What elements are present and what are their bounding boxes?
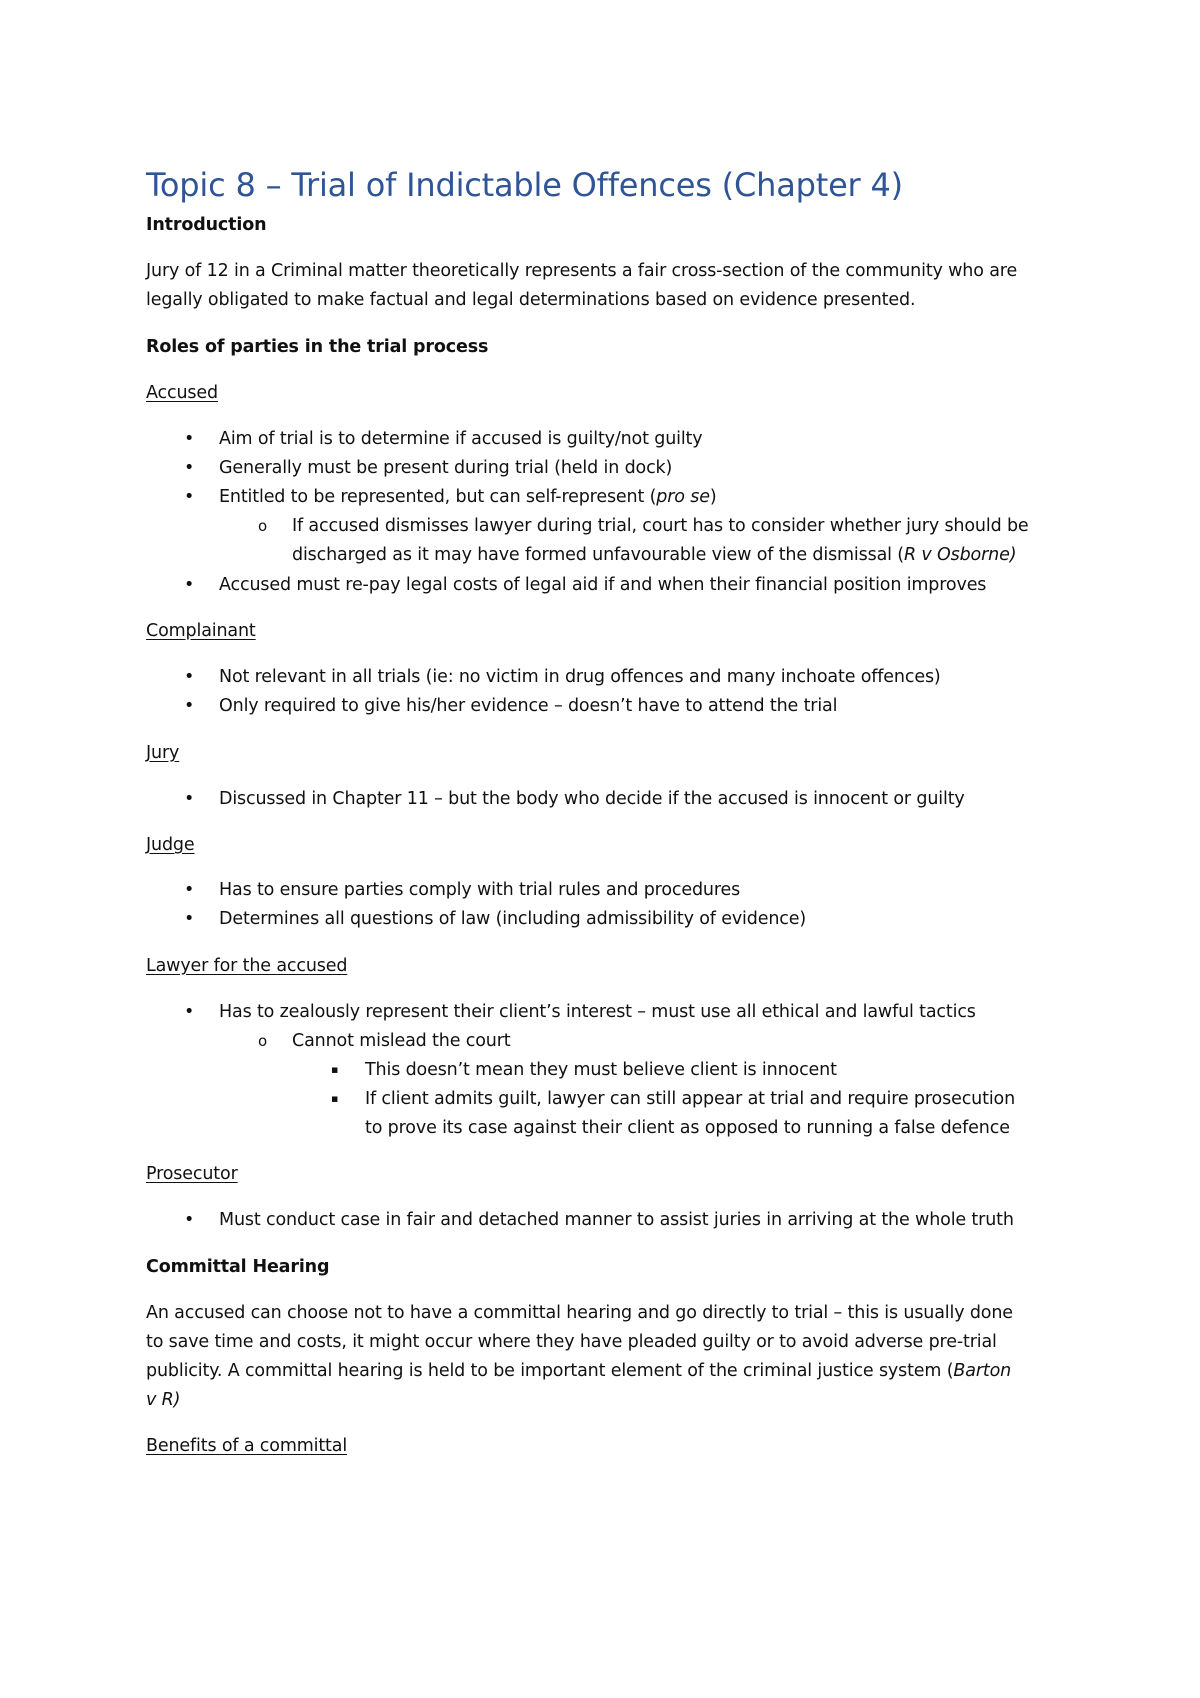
jury-heading: Jury	[146, 743, 180, 763]
complainant-bullet-2: Only required to give his/her evidence – doesn’t have to attend the trial	[219, 696, 838, 716]
accused-bullet-2: Generally must be present during trial (held in dock)	[219, 458, 673, 478]
introduction-text-line-2: legally obligated to make factual and legal determinations based on evidence presented.	[146, 290, 916, 310]
lawyer-heading: Lawyer for the accused	[146, 956, 348, 976]
accused-bullet-4: Accused must re-pay legal costs of legal aid if and when their financial position improves	[219, 575, 987, 595]
bullet-icon: •	[184, 429, 195, 449]
complainant-heading: Complainant	[146, 621, 256, 641]
committal-text-line-1: An accused can choose not to have a committal hearing and go directly to trial – this is usually done	[146, 1303, 1013, 1323]
benefits-heading: Benefits of a committal	[146, 1436, 348, 1456]
square-bullet-icon: ▪	[331, 1092, 339, 1105]
sub-bullet-icon: o	[258, 517, 268, 535]
bullet-icon: •	[184, 575, 195, 595]
bullet-icon: •	[184, 667, 195, 687]
introduction-heading: Introduction	[146, 215, 267, 235]
accused-bullet-3: Entitled to be represented, but can self-represent (pro se)	[219, 487, 717, 507]
lawyer-sub-sub-bullet-2-line-2: to prove its case against their client as opposed to running a false defence	[365, 1118, 1010, 1138]
judge-heading: Judge	[146, 835, 195, 855]
lawyer-sub-sub-bullet-2-line-1: If client admits guilt, lawyer can still appear at trial and require prosecution	[365, 1089, 1016, 1109]
committal-heading: Committal Hearing	[146, 1257, 330, 1277]
square-bullet-icon: ▪	[331, 1063, 339, 1076]
bullet-icon: •	[184, 487, 195, 507]
bullet-icon: •	[184, 880, 195, 900]
bullet-icon: •	[184, 1210, 195, 1230]
bullet-icon: •	[184, 789, 195, 809]
roles-heading: Roles of parties in the trial process	[146, 337, 489, 357]
introduction-text-line-1: Jury of 12 in a Criminal matter theoretically represents a fair cross-section of the community who are	[146, 261, 1018, 281]
lawyer-sub-sub-bullet-1: This doesn’t mean they must believe client is innocent	[365, 1060, 837, 1080]
committal-text-line-4	[146, 1388, 180, 1412]
prosecutor-bullet-1: Must conduct case in fair and detached manner to assist juries in arriving at the whole truth	[219, 1210, 1014, 1230]
case-citation: pro se	[656, 487, 710, 507]
committal-text-line-2: to save time and costs, it might occur where they have pleaded guilty or to avoid adverse pre-trial	[146, 1332, 997, 1352]
judge-bullet-1: Has to ensure parties comply with trial rules and procedures	[219, 880, 741, 900]
case-citation: v R)	[146, 1390, 181, 1410]
sub-bullet-icon: o	[258, 1032, 268, 1050]
lawyer-bullet-1: Has to zealously represent their client’s interest – must use all ethical and lawful tactics	[219, 1002, 976, 1022]
complainant-bullet-1: Not relevant in all trials (ie: no victim in drug offences and many inchoate offences)	[219, 667, 941, 687]
bullet-icon: •	[184, 1002, 195, 1022]
prosecutor-heading: Prosecutor	[146, 1164, 238, 1184]
committal-text-line-3: publicity. A committal hearing is held to be important element of the criminal justice system (Barton	[146, 1361, 1012, 1381]
accused-bullet-1: Aim of trial is to determine if accused is guilty/not guilty	[219, 429, 703, 449]
accused-heading: Accused	[146, 383, 218, 403]
accused-sub-bullet-line-2: discharged as it may have formed unfavourable view of the dismissal (R v Osborne)	[292, 545, 1017, 565]
bullet-icon: •	[184, 458, 195, 478]
case-citation: Barton	[953, 1361, 1012, 1381]
bullet-icon: •	[184, 696, 195, 716]
bullet-icon: •	[184, 909, 195, 929]
accused-sub-bullet-line-1: If accused dismisses lawyer during trial, court has to consider whether jury should be	[292, 516, 1029, 536]
jury-bullet-1: Discussed in Chapter 11 – but the body who decide if the accused is innocent or guilty	[219, 789, 965, 809]
page-title: Topic 8 – Trial of Indictable Offences (Chapter 4)	[146, 166, 903, 204]
judge-bullet-2: Determines all questions of law (including admissibility of evidence)	[219, 909, 807, 929]
case-citation: R v Osborne)	[903, 545, 1017, 565]
lawyer-sub-bullet-1: Cannot mislead the court	[292, 1031, 511, 1051]
